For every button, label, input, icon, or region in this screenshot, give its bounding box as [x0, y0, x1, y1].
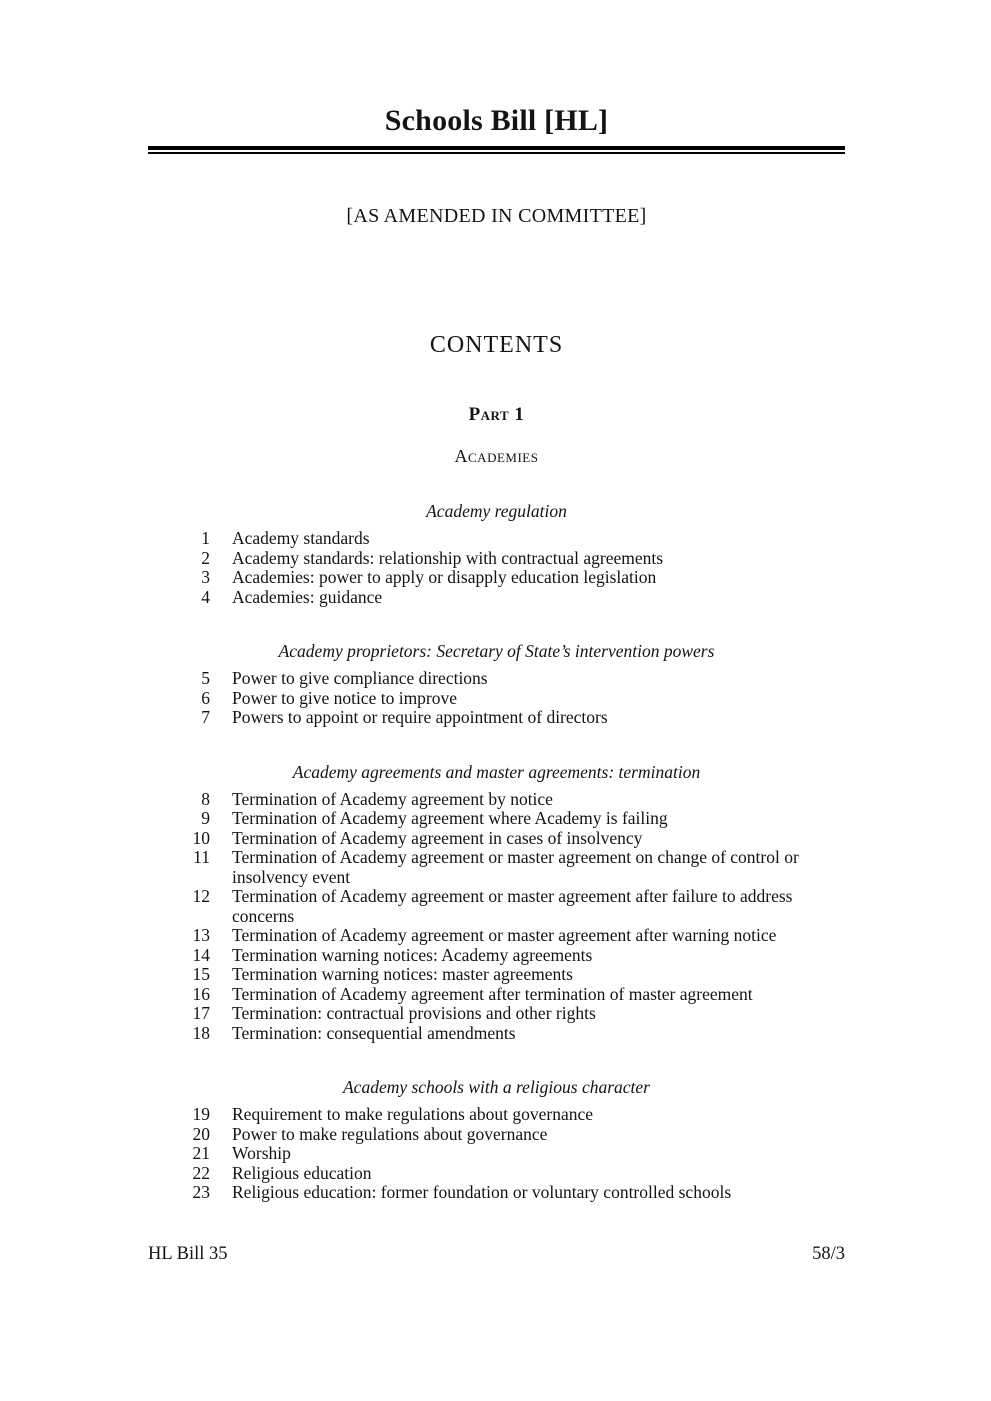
- clause-group: [148, 790, 845, 1044]
- page-title: Schools Bill [HL]: [384, 104, 609, 137]
- clause-number: 20: [192, 1123, 210, 1144]
- clause-row: [148, 689, 845, 709]
- clause-row: [148, 588, 845, 608]
- clause-row: [148, 1004, 845, 1024]
- footer-bill-number: HL Bill 35: [148, 1244, 228, 1264]
- clause-title: Power to give notice to improve: [232, 687, 458, 708]
- clause-number: 15: [192, 964, 210, 984]
- clause-number: 22: [192, 1162, 210, 1183]
- title-rule: [148, 146, 845, 154]
- part-title: Academies: [454, 446, 539, 466]
- clause-title: Worship: [232, 1143, 291, 1163]
- clause-title: Academies: power to apply or disapply education legislation: [232, 567, 657, 587]
- clause-title: Termination warning notices: Academy agreements: [232, 944, 593, 965]
- clause-title: Power to make regulations about governance: [232, 1123, 548, 1144]
- clause-row: [148, 790, 845, 810]
- clause-number: 21: [192, 1143, 210, 1163]
- clause-number: 12: [192, 886, 210, 906]
- clause-row: [148, 708, 845, 728]
- clause-row: [148, 1164, 845, 1184]
- part-label: Part 1: [468, 404, 525, 425]
- section-heading: Academy proprietors: Secretary of State’s intervention powers: [278, 641, 715, 661]
- clause-number: 19: [192, 1104, 210, 1124]
- clause-row: [148, 1183, 845, 1203]
- clause-number: 17: [192, 1003, 210, 1023]
- clause-title: Termination of Academy agreement or master agreement on change of control or insolvency event: [232, 847, 799, 887]
- section-heading: Academy regulation: [426, 501, 567, 521]
- clause-row: [148, 1105, 845, 1125]
- clause-number: 9: [201, 808, 210, 828]
- clause-title: Requirement to make regulations about governance: [232, 1104, 594, 1124]
- contents-heading: CONTENTS: [429, 332, 564, 358]
- section-heading: Academy schools with a religious character: [342, 1077, 650, 1097]
- contents-list: [148, 501, 845, 1203]
- clause-row: [148, 568, 845, 588]
- clause-group: [148, 669, 845, 728]
- clause-title: Power to give compliance directions: [232, 668, 488, 688]
- clause-title: Termination: consequential amendments: [232, 1022, 516, 1043]
- clause-number: 13: [192, 925, 210, 945]
- clause-title: Termination: contractual provisions and other rights: [232, 1003, 596, 1023]
- clause-row: [148, 985, 845, 1005]
- clause-number: 11: [193, 847, 210, 867]
- clause-number: 14: [192, 944, 210, 965]
- clause-number: 8: [201, 788, 210, 809]
- clause-title: Religious education: [232, 1162, 372, 1183]
- clause-title: Religious education: former foundation or voluntary controlled schools: [232, 1182, 732, 1202]
- clause-row: [148, 965, 845, 985]
- clause-number: 1: [201, 528, 210, 548]
- clause-title: Termination of Academy agreement where Academy is failing: [232, 808, 668, 828]
- amendment-note: [AS AMENDED IN COMMITTEE]: [346, 205, 647, 227]
- clause-row: [148, 926, 845, 946]
- clause-title: Academy standards: relationship with contractual agreements: [232, 547, 664, 568]
- clause-number: 5: [201, 668, 210, 688]
- clause-title: Termination of Academy agreement or master agreement after failure to address concerns: [232, 886, 793, 926]
- clause-number: 6: [201, 687, 210, 708]
- clause-row: [148, 887, 845, 926]
- clause-number: 7: [201, 707, 210, 727]
- clause-title: Academies: guidance: [232, 586, 383, 607]
- clause-title: Termination of Academy agreement after termination of master agreement: [232, 983, 753, 1004]
- clause-group: [148, 1105, 845, 1203]
- clause-row: [148, 848, 845, 887]
- clause-row: [148, 809, 845, 829]
- clause-title: Termination of Academy agreement or master agreement after warning notice: [232, 925, 777, 945]
- clause-number: 23: [192, 1182, 210, 1202]
- clause-number: 16: [192, 983, 210, 1004]
- clause-row: [148, 1024, 845, 1044]
- clause-number: 18: [192, 1022, 210, 1043]
- clause-title: Termination warning notices: master agreements: [232, 964, 573, 984]
- footer-print-number: 58/3: [812, 1244, 845, 1264]
- clause-title: Academy standards: [232, 528, 370, 548]
- clause-title: Termination of Academy agreement by notice: [232, 788, 553, 809]
- clause-row: [148, 829, 845, 849]
- clause-number: 10: [192, 827, 210, 848]
- clause-row: [148, 946, 845, 966]
- clause-title: Powers to appoint or require appointment of directors: [232, 707, 608, 727]
- clause-row: [148, 669, 845, 689]
- clause-row: [148, 529, 845, 549]
- clause-title: Termination of Academy agreement in cases of insolvency: [232, 827, 643, 848]
- clause-number: 2: [201, 547, 210, 568]
- clause-row: [148, 1125, 845, 1145]
- clause-number: 3: [201, 567, 210, 587]
- page-footer: [148, 1243, 845, 1265]
- clause-row: [148, 549, 845, 569]
- section-heading: Academy agreements and master agreements: termination: [292, 761, 701, 782]
- clause-row: [148, 1144, 845, 1164]
- clause-number: 4: [201, 586, 210, 607]
- clause-group: [148, 529, 845, 607]
